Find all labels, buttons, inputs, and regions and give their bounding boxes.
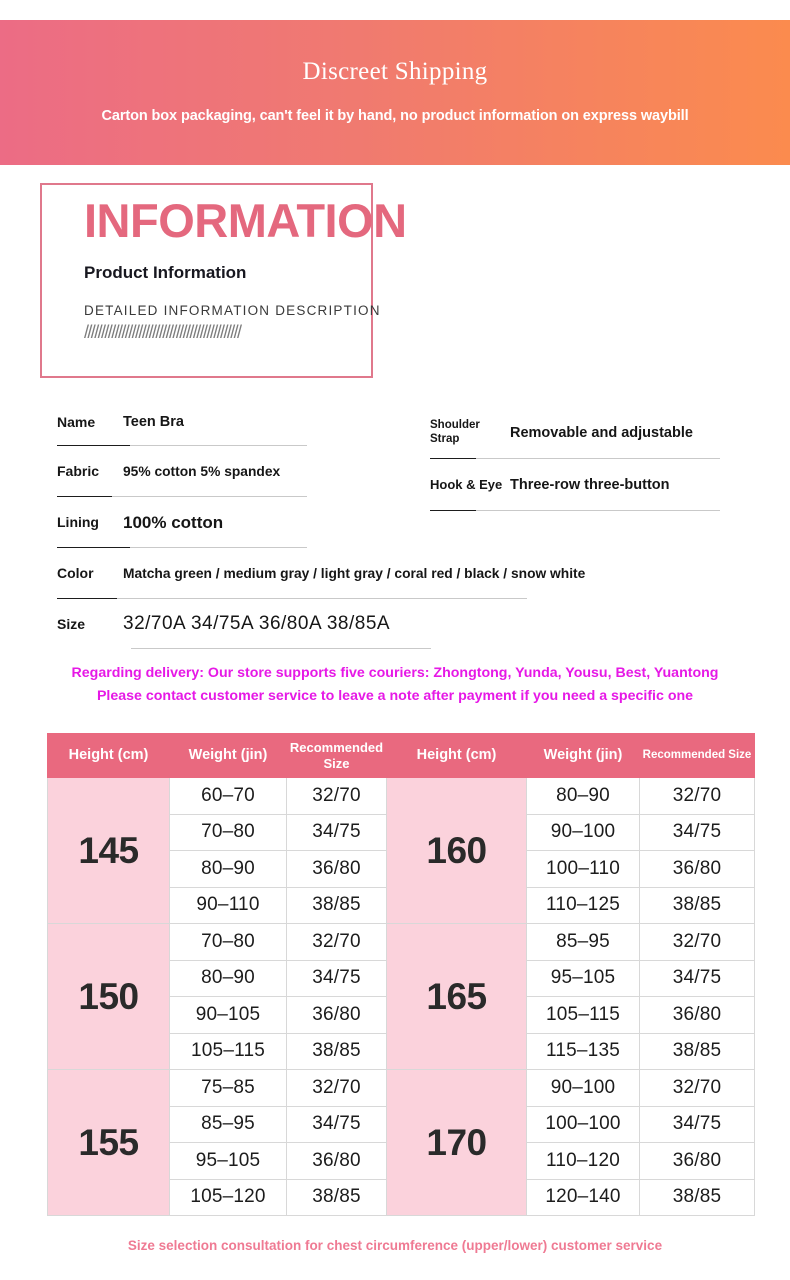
size-cell-left: 36/80 bbox=[287, 997, 387, 1034]
table-row bbox=[48, 924, 755, 961]
weight-cell-left: 70–80 bbox=[170, 924, 287, 961]
banner-subtitle: Carton box packaging, can't feel it by hand, no product information on express waybill bbox=[101, 108, 689, 124]
spec-row-fabric bbox=[57, 446, 307, 497]
size-cell-right: 38/85 bbox=[640, 1033, 755, 1070]
weight-cell-left: 85–95 bbox=[170, 1106, 287, 1143]
delivery-line-2: Please contact customer service to leave a note after payment if you need a specific one bbox=[96, 688, 694, 704]
size-cell-left: 38/85 bbox=[287, 1033, 387, 1070]
spec-value: 32/70A 34/75A 36/80A 38/85A bbox=[123, 613, 391, 634]
size-cell-left: 32/70 bbox=[287, 778, 387, 815]
discreet-shipping-banner bbox=[0, 20, 790, 165]
weight-cell-right: 85–95 bbox=[527, 924, 640, 961]
spec-rule-dark bbox=[430, 510, 476, 511]
size-cell-right: 34/75 bbox=[640, 960, 755, 997]
size-cell-left: 38/85 bbox=[287, 1179, 387, 1216]
spec-value: 95% cotton 5% spandex bbox=[123, 464, 281, 479]
weight-cell-left: 75–85 bbox=[170, 1070, 287, 1107]
weight-cell-right: 105–115 bbox=[527, 997, 640, 1034]
spec-value: Teen Bra bbox=[123, 414, 184, 430]
height-cell-left: 145 bbox=[48, 778, 170, 924]
size-cell-left: 36/80 bbox=[287, 851, 387, 888]
weight-cell-left: 90–110 bbox=[170, 887, 287, 924]
weight-cell-right: 110–125 bbox=[527, 887, 640, 924]
size-cell-left: 36/80 bbox=[287, 1143, 387, 1180]
spec-label: Name bbox=[57, 413, 96, 430]
spec-label: Hook & Eye bbox=[430, 476, 503, 492]
column-header-recommended-size-left: Recommended Size bbox=[287, 734, 387, 778]
height-cell-left: 150 bbox=[48, 924, 170, 1070]
footer-text: Size selection consultation for chest circumference (upper/lower) customer service bbox=[127, 1238, 663, 1253]
weight-cell-left: 80–90 bbox=[170, 960, 287, 997]
size-cell-right: 34/75 bbox=[640, 814, 755, 851]
size-cell-right: 38/85 bbox=[640, 887, 755, 924]
spec-value: 100% cotton bbox=[123, 512, 224, 532]
size-cell-right: 38/85 bbox=[640, 1179, 755, 1216]
spec-row-color bbox=[57, 548, 586, 599]
spec-rule-light bbox=[131, 648, 431, 649]
size-cell-right: 36/80 bbox=[640, 1143, 755, 1180]
weight-cell-right: 80–90 bbox=[527, 778, 640, 815]
spec-row-name bbox=[57, 398, 307, 446]
hatch-divider-icon: ////////////////////////////////////////////// bbox=[84, 321, 241, 342]
size-cell-right: 34/75 bbox=[640, 1106, 755, 1143]
spec-value: Three-row three-button bbox=[510, 477, 670, 493]
column-header-height-left: Height (cm) bbox=[48, 734, 170, 778]
weight-cell-left: 60–70 bbox=[170, 778, 287, 815]
weight-cell-left: 95–105 bbox=[170, 1143, 287, 1180]
delivery-notice bbox=[0, 662, 790, 708]
spec-column-right bbox=[430, 406, 720, 511]
spec-label: Lining bbox=[57, 514, 99, 531]
weight-cell-right: 95–105 bbox=[527, 960, 640, 997]
size-cell-left: 32/70 bbox=[287, 924, 387, 961]
weight-cell-left: 70–80 bbox=[170, 814, 287, 851]
weight-cell-left: 105–120 bbox=[170, 1179, 287, 1216]
size-cell-left: 34/75 bbox=[287, 814, 387, 851]
size-cell-left: 38/85 bbox=[287, 887, 387, 924]
weight-cell-right: 90–100 bbox=[527, 814, 640, 851]
weight-cell-right: 120–140 bbox=[527, 1179, 640, 1216]
height-cell-right: 160 bbox=[387, 778, 527, 924]
size-cell-left: 34/75 bbox=[287, 1106, 387, 1143]
spec-rule-light bbox=[476, 510, 720, 511]
size-cell-left: 34/75 bbox=[287, 960, 387, 997]
spec-label: Size bbox=[57, 615, 86, 632]
weight-cell-left: 80–90 bbox=[170, 851, 287, 888]
weight-cell-left: 90–105 bbox=[170, 997, 287, 1034]
weight-cell-left: 105–115 bbox=[170, 1033, 287, 1070]
size-cell-right: 36/80 bbox=[640, 997, 755, 1034]
column-header-height-right: Height (cm) bbox=[387, 734, 527, 778]
information-heading-block bbox=[84, 196, 604, 343]
weight-cell-right: 115–135 bbox=[527, 1033, 640, 1070]
spec-value: Matcha green / medium gray / light gray / coral red / black / snow white bbox=[123, 566, 586, 581]
information-title: INFORMATION bbox=[84, 194, 407, 247]
footer-note bbox=[0, 1238, 790, 1253]
size-chart-body bbox=[48, 778, 755, 1216]
size-cell-right: 32/70 bbox=[640, 924, 755, 961]
spec-label: Fabric bbox=[57, 463, 100, 480]
height-cell-right: 170 bbox=[387, 1070, 527, 1216]
information-description: DETAILED INFORMATION DESCRIPTION bbox=[84, 302, 381, 318]
size-cell-right: 32/70 bbox=[640, 778, 755, 815]
column-header-weight-right: Weight (jin) bbox=[527, 734, 640, 778]
spec-row-lining bbox=[57, 497, 307, 548]
spec-row-hook-and-eye bbox=[430, 459, 720, 511]
delivery-line-1: Regarding delivery: Our store supports five couriers: Zhongtong, Yunda, Yousu, Best, Yuantong bbox=[71, 665, 719, 681]
spec-row-shoulder-strap bbox=[430, 406, 720, 459]
column-header-recommended-size-right: Recommended Size bbox=[640, 734, 755, 778]
size-cell-left: 32/70 bbox=[287, 1070, 387, 1107]
weight-cell-right: 100–110 bbox=[527, 851, 640, 888]
information-subtitle: Product Information bbox=[84, 262, 247, 282]
weight-cell-right: 110–120 bbox=[527, 1143, 640, 1180]
size-cell-right: 32/70 bbox=[640, 1070, 755, 1107]
size-cell-right: 36/80 bbox=[640, 851, 755, 888]
table-row bbox=[48, 778, 755, 815]
spec-value: Removable and adjustable bbox=[510, 424, 693, 441]
spec-label: Color bbox=[57, 565, 94, 582]
spec-row-size bbox=[57, 599, 391, 649]
height-cell-right: 165 bbox=[387, 924, 527, 1070]
size-chart-table bbox=[47, 733, 755, 1216]
banner-title: Discreet Shipping bbox=[302, 58, 488, 85]
weight-cell-right: 100–100 bbox=[527, 1106, 640, 1143]
spec-label: Shoulder Strap bbox=[430, 419, 480, 445]
weight-cell-right: 90–100 bbox=[527, 1070, 640, 1107]
size-chart-header-row bbox=[48, 734, 755, 778]
table-row bbox=[48, 1070, 755, 1107]
height-cell-left: 155 bbox=[48, 1070, 170, 1216]
column-header-weight-left: Weight (jin) bbox=[170, 734, 287, 778]
